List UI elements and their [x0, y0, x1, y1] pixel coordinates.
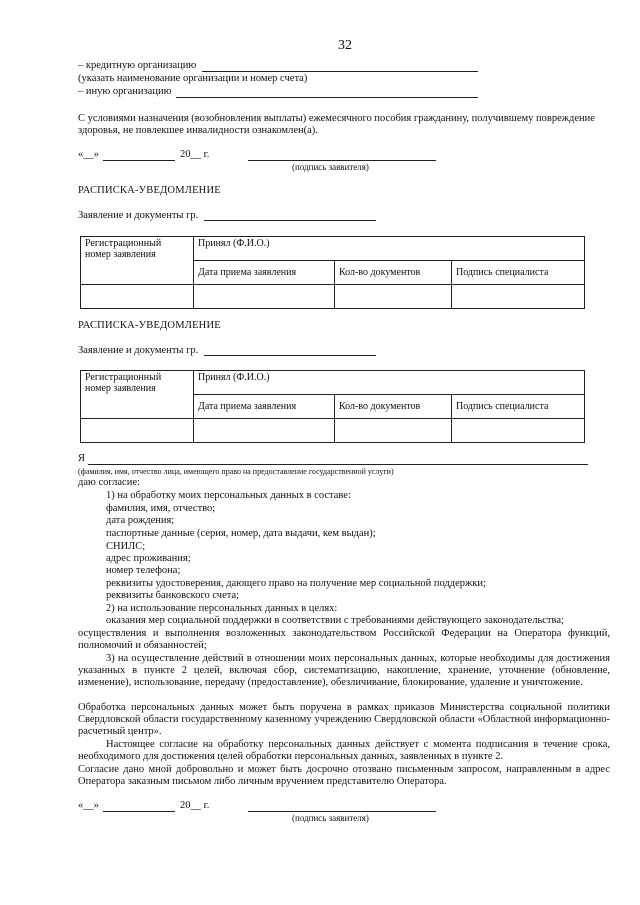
receipt-title-2: РАСПИСКА-УВЕДОМЛЕНИЕ	[78, 320, 221, 331]
reg-number-header: Регистрационный номер заявления	[81, 371, 194, 419]
date-field-1[interactable]	[103, 160, 175, 161]
date-field-2[interactable]	[103, 811, 175, 812]
date-cell[interactable]	[194, 419, 335, 443]
signature-header: Подпись специалиста	[452, 395, 585, 419]
receipt-docs-label-1: Заявление и документы гр.	[78, 210, 199, 221]
count-cell[interactable]	[335, 419, 452, 443]
consent-item-certificate: реквизиты удостоверения, дающего право на получение мер социальной поддержки;	[106, 578, 486, 589]
consent-ya: Я	[78, 453, 86, 464]
consent-p3: 3) на осуществление действий в отношении моих персональных данных, которые необходимы для достижения указанных в пункте 2 целей, включая сбор, систематизацию, накопление, хранение, уточнение (обновление, изменение), использование, передачу (предоставление), обезличивание, блокирование, удаление и уничтожение.	[78, 653, 610, 688]
reg-number-cell[interactable]	[81, 419, 194, 443]
conditions-text-1: С условиями назначения (возобновления выплаты) ежемесячного пособия гражданину, получившему повреждение	[78, 113, 595, 124]
reg-number-header: Регистрационный номер заявления	[81, 237, 194, 285]
date-year-2: 20__ г.	[180, 800, 210, 811]
date-header: Дата приема заявления	[194, 261, 335, 285]
date-year-1: 20__ г.	[180, 149, 210, 160]
signature-field-2[interactable]	[248, 811, 436, 812]
receipt-docs-label-2: Заявление и документы гр.	[78, 345, 199, 356]
other-org-field[interactable]	[176, 97, 478, 98]
receipt-table-1	[80, 236, 585, 309]
count-header: Кол-во документов	[335, 395, 452, 419]
signature-caption-2: (подпись заявителя)	[292, 813, 369, 823]
credit-org-label: – кредитную организацию	[78, 60, 197, 71]
signature-field-1[interactable]	[248, 160, 436, 161]
consent-item-snils: СНИЛС;	[106, 541, 146, 552]
consent-item-bank: реквизиты банковского счета;	[106, 590, 240, 601]
consent-fio-field[interactable]	[88, 464, 588, 465]
receipt-title-1: РАСПИСКА-УВЕДОМЛЕНИЕ	[78, 185, 221, 196]
count-header: Кол-во документов	[335, 261, 452, 285]
signature-cell[interactable]	[452, 285, 585, 309]
signature-header: Подпись специалиста	[452, 261, 585, 285]
accepted-header: Принял (Ф.И.О.)	[194, 237, 585, 261]
reg-number-cell[interactable]	[81, 285, 194, 309]
conditions-text-2: здоровья, не повлекшее инвалидности ознакомлен(а).	[78, 125, 318, 136]
credit-org-field[interactable]	[202, 71, 478, 72]
credit-org-hint: (указать наименование организации и номер счета)	[78, 73, 308, 84]
signature-cell[interactable]	[452, 419, 585, 443]
consent-item-fio: фамилия, имя, отчество;	[106, 503, 216, 514]
consent-give: даю согласие:	[78, 477, 140, 488]
consent-item-passport: паспортные данные (серия, номер, дата выдачи, кем выдан);	[106, 528, 376, 539]
consent-p2-b: осуществления и выполнения возложенных законодательством Российской Федерации на Оператора функций, полномочий и обязанностей;	[78, 628, 610, 651]
consent-p2-a: оказания мер социальной поддержки в соответствии с требованиями действующего законодательства;	[106, 615, 564, 626]
date-header: Дата приема заявления	[194, 395, 335, 419]
consent-item-address: адрес проживания;	[106, 553, 191, 564]
page-number: 32	[338, 38, 352, 53]
count-cell[interactable]	[335, 285, 452, 309]
consent-p2: 2) на использование персональных данных в целях:	[106, 603, 338, 614]
receipt-docs-field-2[interactable]	[204, 355, 376, 356]
consent-p1: 1) на обработку моих персональных данных в составе:	[106, 490, 351, 501]
consent-item-phone: номер телефона;	[106, 565, 181, 576]
date-open-2: «__»	[78, 800, 99, 811]
consent-processing: Обработка персональных данных может быть поручена в рамках приказов Министерства социальной политики Свердловской области государственному казенному учреждению Свердловской области «Областной информационно-расчетный центр».	[78, 702, 610, 737]
consent-item-birthdate: дата рождения;	[106, 515, 175, 526]
consent-validity: Настоящее согласие на обработку персональных данных действует с момента подписания в течение срока, необходимого для достижения целей обработки персональных данных, заявленных в пункте 2.	[78, 739, 610, 762]
signature-caption-1: (подпись заявителя)	[292, 162, 369, 172]
date-open-1: «__»	[78, 149, 99, 160]
receipt-docs-field-1[interactable]	[204, 220, 376, 221]
consent-revoke: Согласие дано мной добровольно и может быть досрочно отозвано письменным запросом, направленным в адрес Оператора заказным письмом либо личным вручением представителю Оператора.	[78, 764, 610, 787]
other-org-label: – иную организацию	[78, 86, 172, 97]
accepted-header: Принял (Ф.И.О.)	[194, 371, 585, 395]
date-cell[interactable]	[194, 285, 335, 309]
receipt-table-2	[80, 370, 585, 443]
consent-fio-hint: (фамилия, имя, отчество лица, имеющего право на предоставление государственной услуги)	[78, 467, 394, 476]
